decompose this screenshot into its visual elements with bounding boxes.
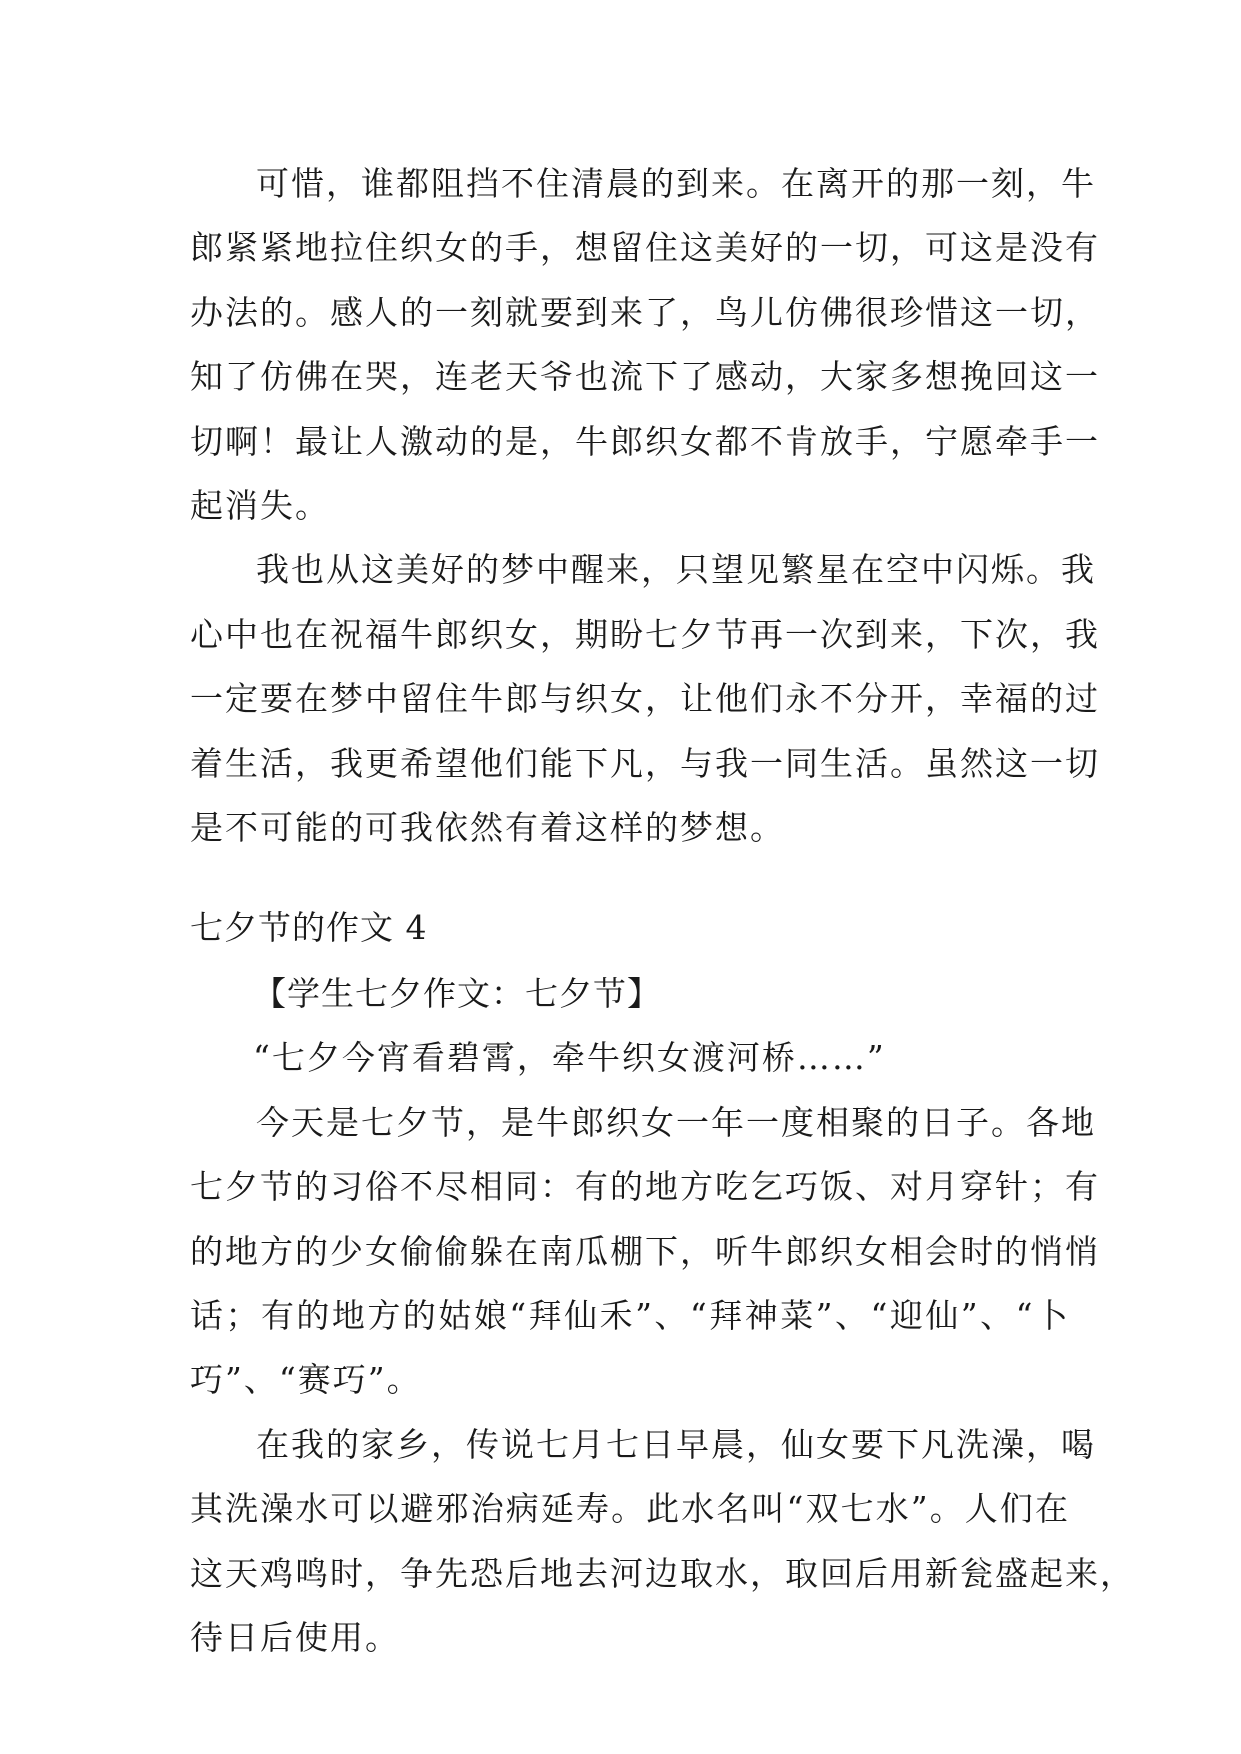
subtitle: 【学生七夕作文：七夕节】 <box>253 974 661 1013</box>
paragraph-2-line-2: 心中也在祝福牛郎织女，期盼七夕节再一次到来，下次，我 <box>190 615 1100 654</box>
paragraph-1-line-4: 知了仿佛在哭，连老天爷也流下了感动，大家多想挽回这一 <box>190 357 1100 396</box>
paragraph-2-line-3: 一定要在梦中留住牛郎与织女，让他们永不分开，幸福的过 <box>190 679 1100 718</box>
paragraph-3-line-5: 巧”、“赛巧”。 <box>190 1360 422 1399</box>
paragraph-1-line-2: 郎紧紧地拉住织女的手，想留住这美好的一切，可这是没有 <box>190 228 1100 267</box>
paragraph-1-line-6: 起消失。 <box>190 486 330 525</box>
section-title: 七夕节的作文 4 <box>190 908 428 947</box>
paragraph-3-line-4: 话；有的地方的姑娘“拜仙禾”、“拜神菜”、“迎仙”、“卜 <box>190 1296 1070 1335</box>
paragraph-1-line-5: 切啊！最让人激动的是，牛郎织女都不肯放手，宁愿牵手一 <box>190 422 1100 461</box>
quote: “七夕今宵看碧霄，牵牛织女渡河桥……” <box>253 1038 886 1077</box>
paragraph-3-line-1: 今天是七夕节，是牛郎织女一年一度相聚的日子。各地 <box>256 1103 1096 1142</box>
paragraph-3-line-3: 的地方的少女偷偷躲在南瓜棚下，听牛郎织女相会时的悄悄 <box>190 1232 1100 1271</box>
paragraph-1-line-3: 办法的。感人的一刻就要到来了，鸟儿仿佛很珍惜这一切， <box>190 293 1100 332</box>
paragraph-1-line-1: 可惜，谁都阻挡不住清晨的到来。在离开的那一刻，牛 <box>256 164 1096 203</box>
paragraph-4-line-2: 其洗澡水可以避邪治病延寿。此水名叫“双七水”。人们在 <box>190 1489 1070 1528</box>
paragraph-2-line-4: 着生活，我更希望他们能下凡，与我一同生活。虽然这一切 <box>190 744 1100 783</box>
paragraph-4-line-1: 在我的家乡，传说七月七日早晨，仙女要下凡洗澡，喝 <box>256 1425 1096 1464</box>
paragraph-4-line-4: 待日后使用。 <box>190 1618 400 1657</box>
paragraph-4-line-3: 这天鸡鸣时，争先恐后地去河边取水，取回后用新瓮盛起来， <box>190 1554 1135 1593</box>
paragraph-2-line-5: 是不可能的可我依然有着这样的梦想。 <box>190 808 785 847</box>
paragraph-2-line-1: 我也从这美好的梦中醒来，只望见繁星在空中闪烁。我 <box>256 550 1096 589</box>
paragraph-3-line-2: 七夕节的习俗不尽相同：有的地方吃乞巧饭、对月穿针；有 <box>190 1167 1100 1206</box>
